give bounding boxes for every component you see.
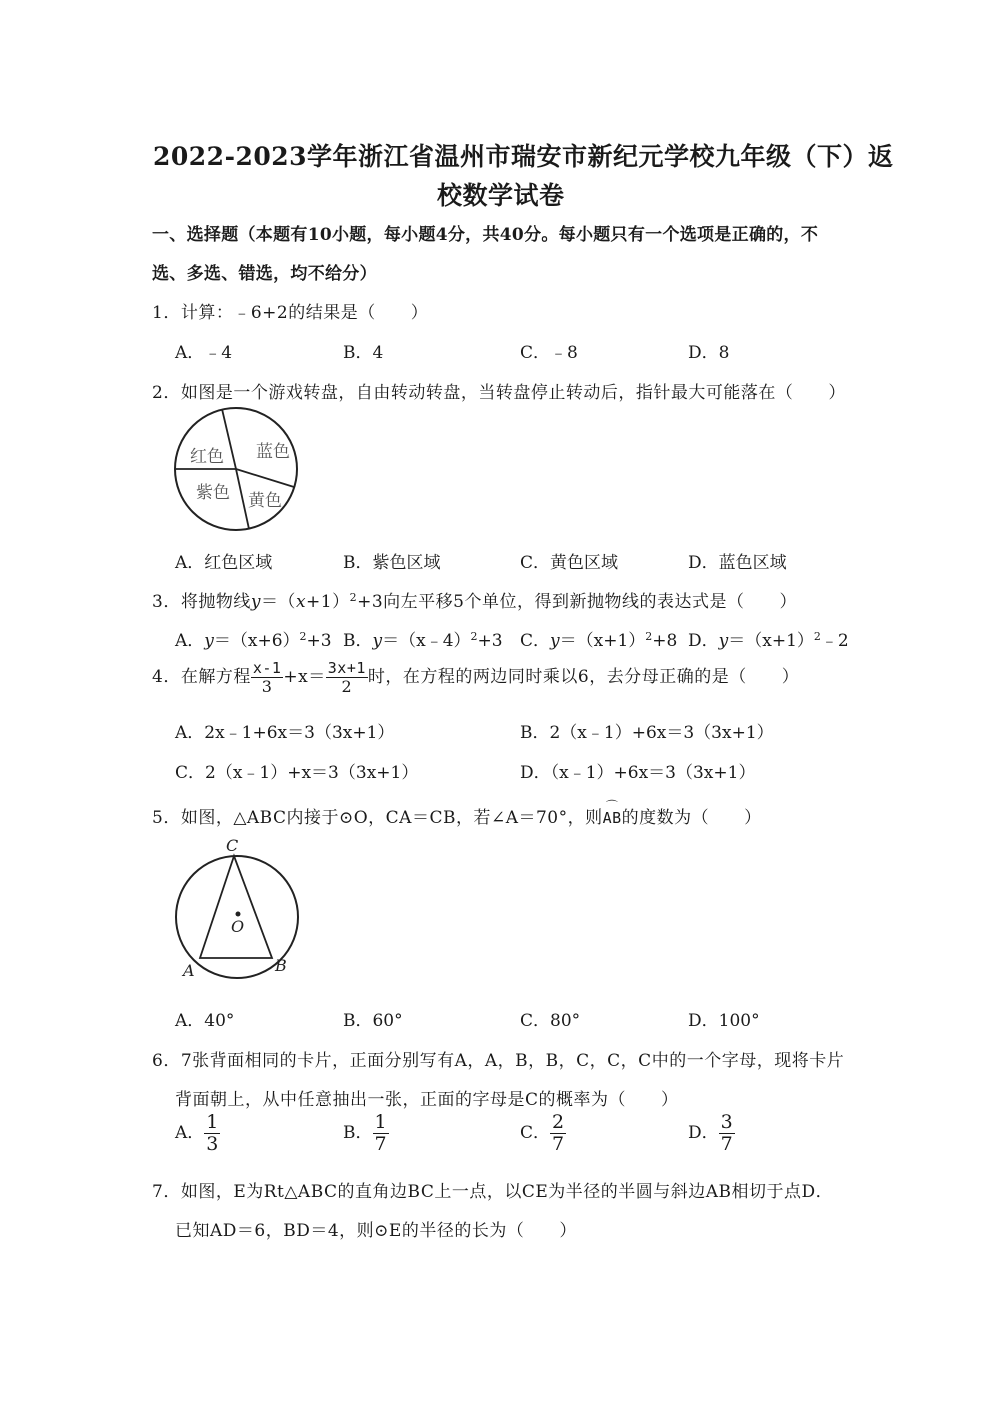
- arc-ab: ⌒ AB: [602, 799, 622, 827]
- q5-option-d: D．100°: [688, 1011, 760, 1031]
- q5-option-b: B．60°: [343, 1011, 403, 1031]
- q5-option-a: A．40°: [175, 1011, 235, 1031]
- q3-option-d: D．$y=(x+1)^2﹣2$: [688, 630, 849, 651]
- q4-option-c: C．2（x﹣1）+x＝3（3x+1）: [175, 763, 419, 783]
- q6-option-b: B． $\frac{1}{7}$: [343, 1111, 387, 1155]
- q6-option-d: D． $\frac{3}{7}$: [688, 1111, 733, 1155]
- q3-option-b: B．y＝（x﹣4）$^2$+3: [343, 630, 503, 651]
- q2-option-a: A．红色区域: [175, 553, 273, 573]
- question-5-stem: 5．如图，△ABC内接于⊙O，CA＝CB，若∠A＝70°，则 ⌒ AB的度数为（ ）: [152, 799, 762, 828]
- wheel-label-purple: 紫色: [196, 483, 230, 503]
- question-7-line-1: 7．如图，E为Rt△ABC的直角边BC上一点，以CE为半径的半圆与斜边AB相切于点D．: [152, 1182, 834, 1202]
- wheel-label-blue: 蓝色: [256, 442, 290, 462]
- title-line-1: 2022-2023学年浙江省温州市瑞安市新纪元学校九年级（下）返: [153, 142, 894, 171]
- section-heading-line-2: 选、多选、错选，均不给分）: [152, 264, 377, 284]
- q3-option-c: C．$y=(x+1)^2+8$: [520, 630, 678, 651]
- q2-option-d: D．蓝色区域: [688, 553, 787, 573]
- wheel-label-yellow: 黄色: [248, 491, 282, 511]
- q6-option-a: A． $\frac{1}{3}$: [175, 1111, 219, 1155]
- q6-option-c: C． $\frac{2}{7}$: [520, 1111, 565, 1155]
- q1-option-c: C．﹣8: [520, 343, 578, 363]
- question-6-line-2: 背面朝上，从中任意抽出一张，正面的字母是C的概率为（ ）: [175, 1090, 679, 1110]
- question-7-line-2: 已知AD＝6，BD＝4，则⊙E的半径的长为（ ）: [175, 1221, 577, 1241]
- q1-option-a: A．﹣4: [175, 343, 233, 363]
- q2-option-c: C．黄色区域: [520, 553, 619, 573]
- q2-option-b: B．紫色区域: [343, 553, 441, 573]
- label-a: A: [183, 961, 195, 980]
- label-o: O: [231, 917, 245, 936]
- spinner-wheel-figure: [170, 402, 302, 536]
- title-line-2: 校数学试卷: [437, 181, 565, 210]
- wheel-label-red: 红色: [190, 447, 224, 467]
- question-1-stem: 1．计算：﹣6+2的结果是（ ）: [152, 303, 429, 323]
- label-b: B: [275, 956, 287, 975]
- question-3-stem: 3．将抛物线$y=(x+1)^2+3$向左平移5个单位，得到新抛物线的表达式是（ ）: [152, 591, 797, 612]
- q4-option-d: D．（x﹣1）+6x＝3（3x+1）: [520, 763, 756, 783]
- fraction-x-minus-1-over-3: $\frac{x-1}{3}$: [252, 659, 282, 696]
- label-c: C: [226, 836, 239, 855]
- q4-option-a: A．2x﹣1+6x＝3（3x+1）: [175, 723, 395, 743]
- q3-option-a: A．$y=(x+6)^2+3$: [175, 630, 332, 651]
- question-6-line-1: 6．7张背面相同的卡片，正面分别写有A，A，B，B，C，C，C中的一个字母，现将卡片: [152, 1051, 845, 1071]
- question-4-stem: 4．在解方程 $\frac{x-1}{3}$ +x＝ $\frac{3x+1}{2}$ 时，在方程的两边同时乘以6，去分母正确的是（ ）: [152, 659, 800, 696]
- fraction-3x-plus-1-over-2: $\frac{3x+1}{2}$: [327, 659, 366, 696]
- q5-option-c: C．80°: [520, 1011, 581, 1031]
- q1-option-d: D．8: [688, 343, 730, 363]
- q4-option-b: B．2（x﹣1）+6x＝3（3x+1）: [520, 723, 774, 743]
- section-heading-line-1: 一、选择题（本题有10小题，每小题4分，共40分。每小题只有一个选项是正确的，不: [152, 225, 819, 245]
- q1-option-b: B．4: [343, 343, 384, 363]
- question-2-stem: 2．如图是一个游戏转盘，自由转动转盘，当转盘停止转动后，指针最大可能落在（ ）: [152, 383, 846, 403]
- inscribed-triangle-figure: [165, 835, 310, 980]
